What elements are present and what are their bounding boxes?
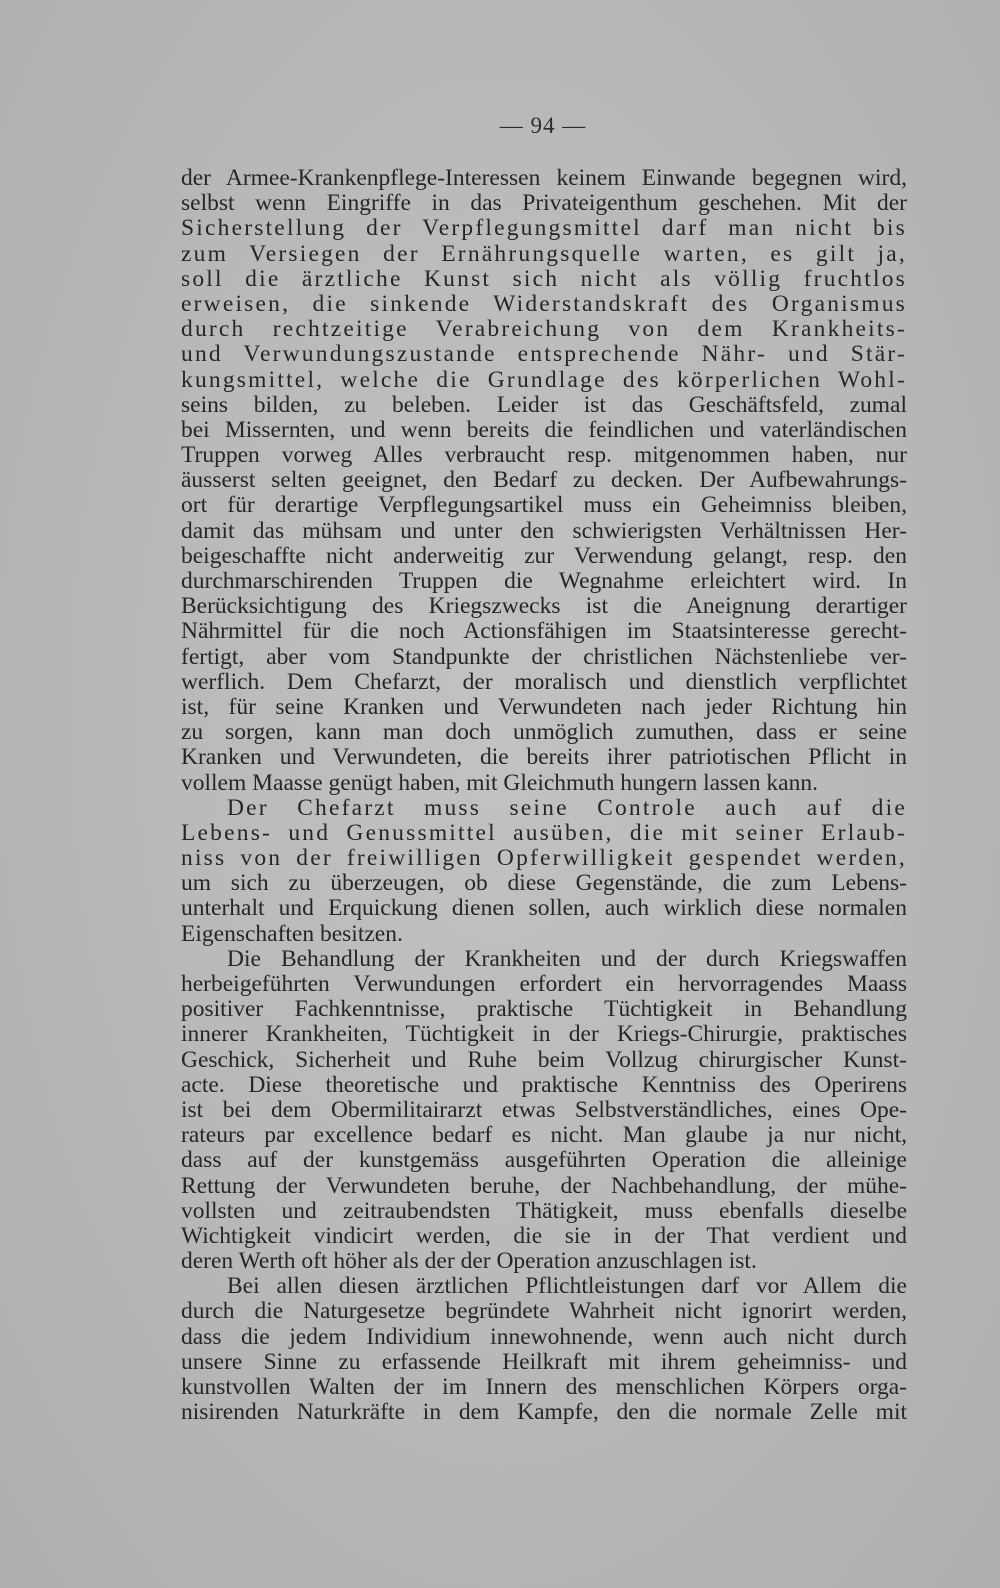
text-line: Kranken und Verwundeten, die bereits ihrer patriotischen Pflicht in — [181, 744, 907, 771]
text-line: Der Chefarzt muss seine Controle auch auf die — [227, 794, 907, 821]
text-line: unterhalt und Erquickung dienen sollen, auch wirklich diese normalen — [181, 895, 907, 922]
text-line: dass auf der kunstgemäss ausgeführten Operation die alleinige — [181, 1147, 907, 1174]
text-line: positiver Fachkenntnisse, praktische Tüchtigkeit in Behandlung — [181, 996, 907, 1023]
text-line: damit das mühsam und unter den schwierigsten Verhältnissen Her- — [181, 517, 907, 544]
text-line: durchmarschirenden Truppen die Wegnahme erleichtert wird. In — [181, 568, 907, 594]
text-line: zu sorgen, kann man doch unmöglich zumuthen, dass er seine — [181, 719, 907, 746]
text-line: vollsten und zeitraubendsten Thätigkeit, muss ebenfalls dieselbe — [181, 1197, 907, 1224]
text-line: seins bilden, zu beleben. Leider ist das Geschäftsfeld, zumal — [181, 391, 907, 418]
text-line: Truppen vorweg Alles verbraucht resp. mitgenommen haben, nur — [181, 442, 907, 469]
text-line: beigeschaffte nicht anderweitig zur Verwendung gelangt, resp. den — [181, 542, 907, 569]
text-line: Berücksichtigung des Kriegszwecks ist die Aneignung derartiger — [181, 593, 907, 620]
text-line: Rettung der Verwundeten beruhe, der Nachbehandlung, der mühe- — [181, 1172, 907, 1199]
text-line: acte. Diese theoretische und praktische Kenntniss des Operirens — [181, 1071, 907, 1098]
text-line: vollem Maasse genügt haben, mit Gleichmuth hungern lassen kann. — [181, 769, 818, 796]
text-line: ist bei dem Obermilitairarzt etwas Selbstverständliches, eines Ope- — [181, 1096, 907, 1123]
text-line: dass die jedem Individium innewohnende, wenn auch nicht durch — [181, 1323, 907, 1350]
text-line: durch die Naturgesetze begründete Wahrheit nicht ignorirt werden, — [181, 1298, 907, 1325]
body-text — [181, 166, 907, 1425]
text-line: rateurs par excellence bedarf es nicht. Man glaube ja nur nicht, — [181, 1122, 907, 1149]
text-line: Nährmittel für die noch Actionsfähigen im Staatsinteresse gerecht- — [181, 618, 907, 645]
text-line: soll die ärztliche Kunst sich nicht als völlig fruchtlos — [181, 265, 907, 292]
page-number: — 94 — — [499, 113, 587, 138]
text-line: werflich. Dem Chefarzt, der moralisch und dienstlich verpflichtet — [181, 668, 907, 695]
text-line: innerer Krankheiten, Tüchtigkeit in der Kriegs-Chirurgie, praktisches — [181, 1021, 907, 1048]
text-line: ort für derartige Verpflegungsartikel muss ein Geheimniss bleiben, — [181, 492, 907, 519]
text-line: um sich zu überzeugen, ob diese Gegenstände, die zum Lebens- — [181, 870, 907, 897]
text-line: erweisen, die sinkende Widerstandskraft des Organismus — [181, 290, 907, 317]
text-line: der Armee-Krankenpflege-Interessen keinem Einwande begegnen wird, — [181, 165, 907, 191]
text-line: unsere Sinne zu erfassende Heilkraft mit ihrem geheimniss- und — [181, 1348, 907, 1375]
text-line: deren Werth oft höher als der der Operation anzuschlagen ist. — [181, 1248, 757, 1275]
text-line: äusserst selten geeignet, den Bedarf zu decken. Der Aufbewahrungs- — [181, 467, 907, 494]
text-line: herbeigeführten Verwundungen erfordert ein hervorragendes Maass — [181, 971, 907, 997]
text-line: Die Behandlung der Krankheiten und der durch Kriegswaffen — [227, 945, 907, 972]
text-line: ist, für seine Kranken und Verwundeten nach jeder Richtung hin — [181, 693, 907, 720]
text-line: zum Versiegen der Ernährungsquelle warten, es gilt ja, — [181, 240, 907, 267]
text-line: kunstvollen Walten der im Innern des menschlichen Körpers orga- — [181, 1374, 907, 1400]
text-line: Bei allen diesen ärztlichen Pflichtleistungen darf vor Allem die — [227, 1273, 907, 1300]
text-line: fertigt, aber vom Standpunkte der christlichen Nächstenliebe ver- — [181, 643, 907, 670]
text-line: Lebens- und Genussmittel ausüben, die mit seiner Erlaub- — [181, 819, 907, 846]
text-line: Wichtigkeit vindicirt werden, die sie in der That verdient und — [181, 1222, 907, 1249]
text-line: Sicherstellung der Verpflegungsmittel darf man nicht bis — [181, 215, 907, 242]
text-line: bei Missernten, und wenn bereits die feindlichen und vaterländischen — [181, 416, 907, 443]
text-line: niss von der freiwilligen Opferwilligkeit gespendet werden, — [181, 845, 907, 872]
text-line: kungsmittel, welche die Grundlage des körperlichen Wohl- — [181, 366, 907, 393]
text-line: Eigenschaften besitzen. — [181, 920, 403, 947]
text-line: und Verwundungszustande entsprechende Nähr- und Stär- — [181, 341, 907, 368]
text-line: Geschick, Sicherheit und Ruhe beim Vollzug chirurgischer Kunst- — [181, 1046, 907, 1073]
text-line: nisirenden Naturkräfte in dem Kampfe, den die normale Zelle mit — [181, 1399, 907, 1426]
text-line: durch rechtzeitige Verabreichung von dem Krankheits- — [181, 316, 907, 343]
text-line: selbst wenn Eingriffe in das Privateigenthum geschehen. Mit der — [181, 190, 907, 217]
